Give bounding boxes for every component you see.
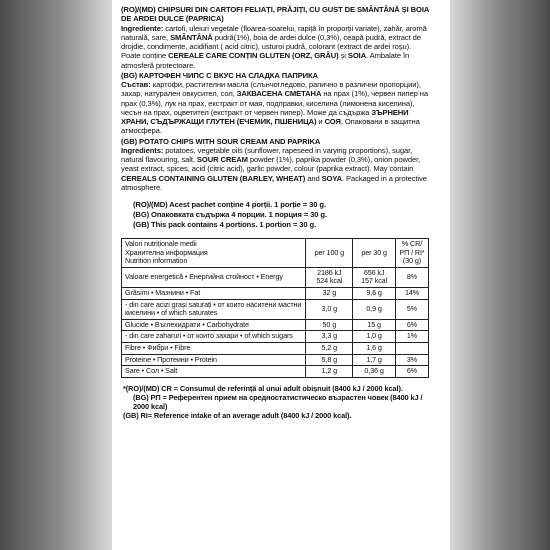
header-label-ro: Valori nutriționale medii bbox=[125, 239, 197, 248]
value: 656 kJ bbox=[363, 267, 385, 277]
ro-allergen-cream: SMÂNTÂNĂ bbox=[170, 32, 213, 42]
ro-allergen-soy: SOIA bbox=[347, 51, 367, 61]
ro-title: (RO)/(MD) CHIPSURI DIN CARTOFI FELIAȚI, PRĂJIȚI, CU GUST DE SMÂNTÂNĂ ȘI BOIA DE ARDEI DULCE (PAPRICA) bbox=[121, 5, 429, 24]
portion-info bbox=[121, 200, 429, 230]
portion-bg: (BG) Опаковката съдържа 4 порции. 1 порция = 30 g. bbox=[133, 210, 327, 219]
row-ri: 8% bbox=[396, 267, 429, 287]
header-per100: per 100 g bbox=[306, 239, 353, 268]
row-per30: 15 g bbox=[353, 319, 396, 331]
ro-ingredients-text: . Ambalate în atmosferă protectoare. bbox=[121, 51, 410, 70]
table-row bbox=[122, 354, 429, 366]
table-row bbox=[122, 366, 429, 378]
row-per30 bbox=[353, 267, 396, 287]
gb-ingredients-text: powder (1%), paprika powder (0,3%), onion powder, yeast extract, spices, acid (citric acid), garlic powder, colour (paprika extract). May contain bbox=[121, 155, 421, 174]
row-per30: 1,0 g bbox=[353, 331, 396, 343]
ro-allergen-gluten: CEREALE CARE CONȚIN GLUTEN (ORZ, GRÂU) bbox=[168, 51, 339, 61]
gb-ingredients-text: and bbox=[305, 173, 322, 183]
ro-ingredients-text: cartofi, uleiuri vegetale (floarea-soarelui, rapiță în proporții variate), zahăr, aromă naturală, sare, bbox=[121, 23, 427, 42]
row-label: - din care acizi grași saturați • от които наситени мастни киселини • of which saturates bbox=[122, 299, 306, 319]
bg-ingredients-text: и bbox=[316, 117, 325, 126]
nutrition-table bbox=[121, 238, 429, 378]
bg-allergen-cream: ЗАКВАСЕНА СМЕТАНА bbox=[236, 89, 322, 99]
row-label: Sare • Сол • Salt bbox=[122, 366, 306, 378]
row-per30: 9,6 g bbox=[353, 287, 396, 299]
row-label: Glucide • Въглехидрати • Carbohydrate bbox=[122, 319, 306, 331]
header-label-bg: Хранителна информация bbox=[125, 247, 208, 257]
table-row bbox=[122, 319, 429, 331]
row-ri: 5% bbox=[396, 299, 429, 319]
gb-ingredients-text: . Packaged in a protective atmosphere. bbox=[121, 173, 427, 192]
row-per30: 0,9 g bbox=[353, 299, 396, 319]
row-label: Fibre • Фибри • Fibre bbox=[122, 342, 306, 354]
row-per100: 3,0 g bbox=[306, 299, 353, 319]
header-per30: per 30 g bbox=[353, 239, 396, 268]
ro-ingredients-text: pudră(1%), boia de ardei dulce (0,3%), ceapă pudră, extract de drojdie, condimente, acidifiant ( acid citric), usturoi pudră, colorant (extract de ardei roșu). Poate conține bbox=[121, 32, 421, 61]
gb-allergen-cream: SOUR CREAM bbox=[196, 155, 248, 164]
bg-ingredients-label: Състав: bbox=[121, 80, 151, 89]
bg-ingredients-text: на прах (1%), червен пипер на прах (0,3%), лук на прах, екстракт от мая, подправки, киселина (лимонена киселина), чесън на прах, оцветител (екстракт от червен пипер). Може да съдържа bbox=[121, 89, 429, 117]
row-label: - din care zaharuri • от които захари • of which sugars bbox=[122, 331, 306, 343]
row-per30: 0,36 g bbox=[353, 366, 396, 378]
row-ri bbox=[396, 342, 429, 354]
ro-ingredients-label: Ingrediente: bbox=[121, 23, 164, 33]
bg-allergen-gluten: ЗЪРНЕНИ ХРАНИ, СЪДЪРЖАЩИ ГЛУТЕН (ЕЧЕМИК, ПШЕНИЦА) bbox=[121, 107, 409, 126]
table-row bbox=[122, 267, 429, 287]
row-per30: 1,6 g bbox=[353, 342, 396, 354]
row-per100: 5,2 g bbox=[306, 342, 353, 354]
reference-intake-note bbox=[121, 384, 429, 421]
row-label: Grăsimi • Мазнини • Fat bbox=[122, 287, 306, 299]
gb-allergen-gluten: CEREALS CONTAINING GLUTEN (BARLEY, WHEAT) bbox=[121, 173, 306, 183]
value: 2186 kJ bbox=[317, 267, 342, 277]
bg-title: (BG) КАРТОФЕН ЧИПС С ВКУС НА СЛАДКА ПАПРИКА bbox=[121, 70, 318, 80]
row-per30: 1,7 g bbox=[353, 354, 396, 366]
header-ri-line: (30 g) bbox=[402, 256, 422, 266]
table-row bbox=[122, 299, 429, 319]
table-row bbox=[122, 287, 429, 299]
footer-gb: (GB) RI= Reference intake of an average adult (8400 kJ / 2000 kcal). bbox=[123, 411, 352, 421]
header-ri-line: % CR/ bbox=[401, 239, 423, 248]
portion-gb: (GB) This pack contains 4 portions. 1 portion = 30 g. bbox=[133, 220, 317, 229]
bg-ingredients-text: . Опаковани в защитна атмосфера. bbox=[121, 117, 420, 136]
background-left bbox=[0, 0, 112, 550]
bg-ingredients bbox=[121, 80, 429, 136]
row-ri: 6% bbox=[396, 319, 429, 331]
gb-ingredients-text: potatoes, vegetable oils (sunflower, rapeseed in varying proportions), sugar, natural flavouring, salt, bbox=[121, 145, 413, 164]
ro-ingredients-text: și bbox=[338, 51, 348, 61]
row-per100: 3,3 g bbox=[306, 331, 353, 343]
value: 524 kcal bbox=[316, 276, 343, 286]
row-ri: 3% bbox=[396, 354, 429, 366]
ro-ingredients bbox=[121, 24, 429, 70]
table-header-label bbox=[122, 239, 306, 268]
table-row bbox=[122, 331, 429, 343]
gb-title: (GB) POTATO CHIPS WITH SOUR CREAM AND PAPRIKA bbox=[121, 136, 321, 146]
row-per100: 1,2 g bbox=[306, 366, 353, 378]
portion-ro: (RO)/(MD) Acest pachet conține 4 porții. 1 porție = 30 g. bbox=[133, 200, 326, 209]
gb-allergen-soy: SOYA bbox=[321, 173, 343, 183]
footer-bg: (BG) РП = Референтен прием на средностатистическо възрастен човек (8400 kJ / 2000 kcal) bbox=[133, 392, 423, 412]
header-label-gb: Nutrition information bbox=[125, 256, 188, 266]
row-ri: 6% bbox=[396, 366, 429, 378]
row-label: Valoare energetică • Енергийна стойност • Energy bbox=[122, 267, 306, 287]
row-ri: 1% bbox=[396, 331, 429, 343]
bg-section bbox=[121, 71, 429, 136]
value: 157 kcal bbox=[361, 276, 388, 286]
row-label: Proteine • Протеини • Protein bbox=[122, 354, 306, 366]
table-row bbox=[122, 342, 429, 354]
bg-ingredients-text: картофи, растителни масла (слънчогледово, рапично в различни пропорции), захар, натурален овкусител, сол, bbox=[121, 80, 421, 99]
header-ri bbox=[396, 239, 429, 268]
bg-allergen-soy: СОЯ bbox=[324, 117, 341, 126]
product-label bbox=[118, 0, 433, 550]
row-per100 bbox=[306, 267, 353, 287]
row-per100: 32 g bbox=[306, 287, 353, 299]
row-ri: 14% bbox=[396, 287, 429, 299]
gb-section bbox=[121, 137, 429, 193]
table-header-row bbox=[122, 239, 429, 268]
gb-ingredients-label: Ingredients: bbox=[121, 145, 164, 155]
footer-ro: *(RO)/(MD) CR = Consumul de referință al unui adult obișnuit (8400 kJ / 2000 kcal). bbox=[123, 383, 403, 393]
ro-section bbox=[121, 5, 429, 70]
gb-ingredients bbox=[121, 146, 429, 192]
row-per100: 50 g bbox=[306, 319, 353, 331]
header-ri-line: РП / RI* bbox=[399, 247, 425, 257]
row-per100: 5,8 g bbox=[306, 354, 353, 366]
background-right bbox=[450, 0, 550, 550]
